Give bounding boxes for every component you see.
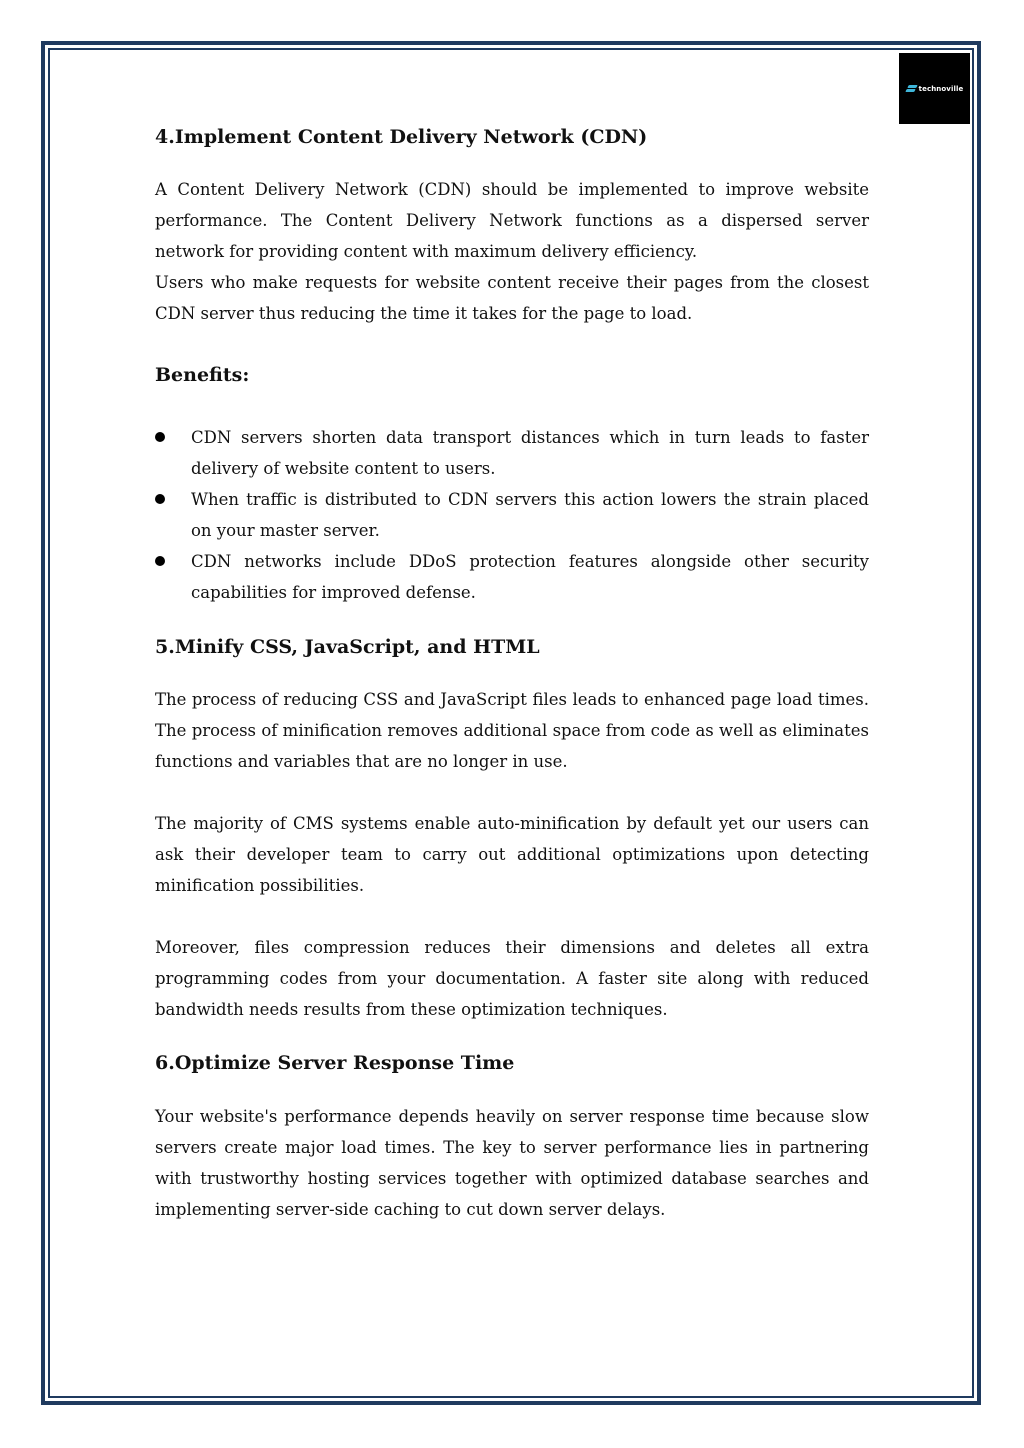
bullet-icon (155, 432, 165, 442)
cdn-paragraph-1: A Content Delivery Network (CDN) should be implemented to improve website performance. The Content Delivery Network functions as a dispersed server network for providing content with maximum delivery efficiency. (155, 180, 869, 261)
cdn-paragraph (155, 174, 869, 329)
benefits-list (155, 422, 869, 608)
list-item (155, 484, 869, 546)
benefits-heading: Benefits: (155, 364, 250, 386)
section-heading-minify: 5.Minify CSS, JavaScript, and HTML (155, 636, 540, 658)
server-response-paragraph: Your website's performance depends heavily on server response time because slow servers create major load times. The key to server performance lies in partnering with trustworthy hosting services together with optimized database searches and implementing server-side caching to cut down server delays. (155, 1107, 869, 1219)
minify-paragraph-2: The majority of CMS systems enable auto-minification by default yet our users can ask their developer team to carry out additional optimizations upon detecting minification possibilities. (155, 814, 869, 895)
cdn-paragraph-2: Users who make requests for website content receive their pages from the closest CDN server thus reducing the time it takes for the page to load. (155, 273, 869, 323)
minify-paragraph-1: The process of reducing CSS and JavaScript files leads to enhanced page load times. The process of minification removes additional space from code as well as eliminates functions and variables that are no longer in use. (155, 690, 869, 771)
logo-text: technoville (918, 84, 964, 93)
list-item-text: When traffic is distributed to CDN servers this action lowers the strain placed on your master server. (191, 490, 869, 540)
list-item-text: CDN servers shorten data transport distances which in turn leads to faster delivery of website content to users. (191, 428, 869, 478)
bullet-icon (155, 556, 165, 566)
technoville-logo-icon (906, 85, 917, 92)
technoville-logo (899, 53, 970, 124)
list-item (155, 422, 869, 484)
section-heading-server-response: 6.Optimize Server Response Time (155, 1052, 515, 1074)
list-item (155, 546, 869, 608)
minify-paragraph-3: Moreover, files compression reduces their dimensions and deletes all extra programming codes from your documentation. A faster site along with reduced bandwidth needs results from these optimization techniques. (155, 938, 869, 1019)
list-item-text: CDN networks include DDoS protection features alongside other security capabilities for improved defense. (191, 552, 869, 602)
bullet-icon (155, 494, 165, 504)
section-heading-cdn: 4.Implement Content Delivery Network (CDN) (155, 126, 648, 148)
